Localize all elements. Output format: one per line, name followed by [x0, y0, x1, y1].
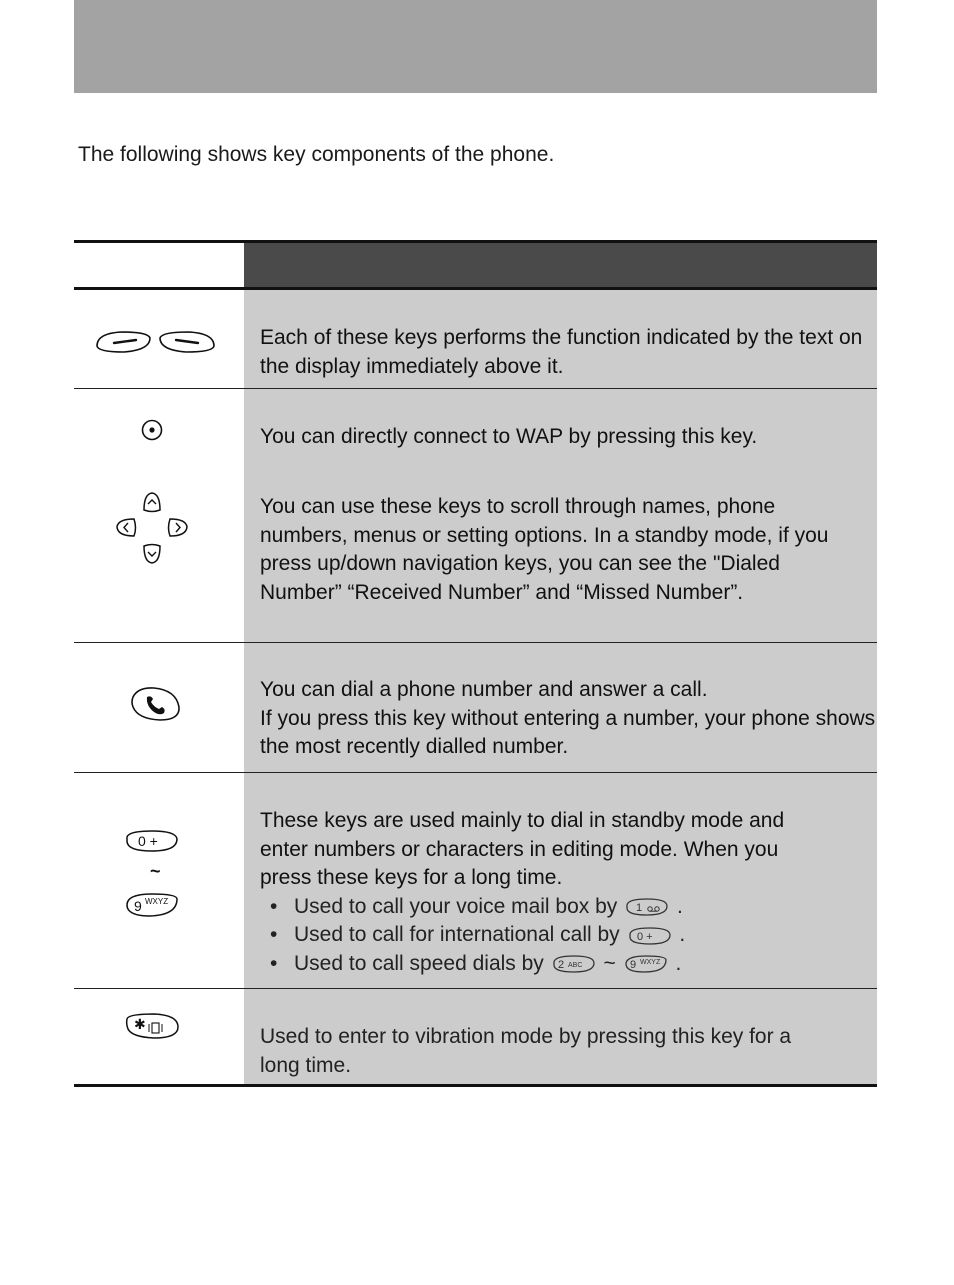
table-row-star-key	[74, 989, 877, 1087]
range-tilde: ~	[150, 861, 161, 881]
navigation-keys-icon	[114, 490, 192, 566]
two-abc-key-icon	[552, 954, 596, 974]
one-key-label: 1	[636, 902, 643, 915]
send-key-icon-cell	[74, 643, 244, 772]
intro-text: The following shows key components of the phone.	[78, 143, 555, 166]
bullet-voice-mail	[260, 893, 877, 922]
bullet-international	[260, 921, 877, 950]
wap-nav-icon-cell	[74, 389, 244, 642]
number-keys-description: These keys are used mainly to dial in standby mode and enter numbers or characters in editing mode. When you press these keys for a long time.	[260, 809, 785, 890]
soft-keys-icon-cell	[74, 290, 244, 388]
bullet-voice-mail-end: .	[677, 894, 683, 918]
table-header-icon-cell	[74, 243, 244, 287]
wap-key-icon	[141, 419, 163, 441]
two-key-sublabel: ABC	[567, 962, 583, 970]
send-call-key-icon	[130, 685, 182, 723]
table-row-wap-navigation	[74, 389, 877, 643]
table-row-send-key	[74, 643, 877, 773]
two-key-label: 2	[557, 959, 564, 972]
nine-key-sublabel: WXYZ	[145, 897, 169, 906]
number-keys-icon-cell	[74, 773, 244, 988]
nine-key-icon	[124, 891, 180, 919]
soft-keys-icon	[94, 328, 219, 356]
table-row-number-keys	[74, 773, 877, 989]
navigation-keys-description: You can use these keys to scroll through names, phone numbers, menus or setting options. In a standby mode, if you press up/down navigation keys, you can see the "Dialed Number” “Received Number” and “Missed Number”.	[260, 495, 829, 604]
star-key-icon-cell	[74, 989, 244, 1084]
nine-key-label: 9	[134, 898, 142, 914]
wap-key-description: You can directly connect to WAP by pressing this key.	[260, 425, 758, 448]
bullet-speed-dial-end: .	[675, 951, 682, 975]
one-voicemail-key-icon	[625, 897, 669, 917]
table-header	[74, 240, 877, 290]
nine-wxyz-key-icon	[624, 954, 668, 974]
bullet-voice-mail-text: Used to call your voice mail box by	[294, 894, 618, 918]
bullet-speed-dial-text: Used to call speed dials by	[294, 951, 544, 975]
send-key-description-line1: You can dial a phone number and answer a call.	[260, 678, 708, 701]
table-row-soft-keys	[74, 290, 877, 389]
zero-plus-key-label: 0 +	[636, 930, 653, 943]
zero-plus-key-icon	[628, 926, 672, 946]
number-keys-description-cell	[244, 773, 877, 988]
soft-keys-description: Each of these keys performs the function indicated by the text on the display immediately above it.	[244, 290, 877, 388]
nine-small-key-label: 9	[629, 959, 636, 972]
bullet-international-text: Used to call for international call by	[294, 923, 620, 947]
bullet-international-end: .	[679, 923, 686, 947]
star-vibration-key-icon	[124, 1011, 182, 1041]
nine-small-key-sublabel: WXYZ	[639, 959, 660, 967]
header-band	[74, 0, 877, 93]
zero-key-label: 0 +	[138, 833, 158, 849]
number-keys-bullet-list	[260, 893, 877, 979]
zero-key-icon	[124, 829, 180, 855]
send-key-description-line2: If you press this key without entering a number, your phone shows the most recently dialled number.	[260, 706, 876, 759]
send-key-description-cell	[244, 643, 877, 772]
speed-dial-tilde: ~	[603, 951, 616, 975]
star-key-label: ✱	[134, 1017, 146, 1033]
key-components-table	[74, 240, 877, 1087]
table-header-description-cell	[244, 243, 877, 287]
star-key-description: Used to enter to vibration mode by pressing this key for a long time.	[244, 989, 877, 1084]
bullet-speed-dial	[260, 950, 877, 979]
wap-nav-description-cell	[244, 389, 877, 642]
